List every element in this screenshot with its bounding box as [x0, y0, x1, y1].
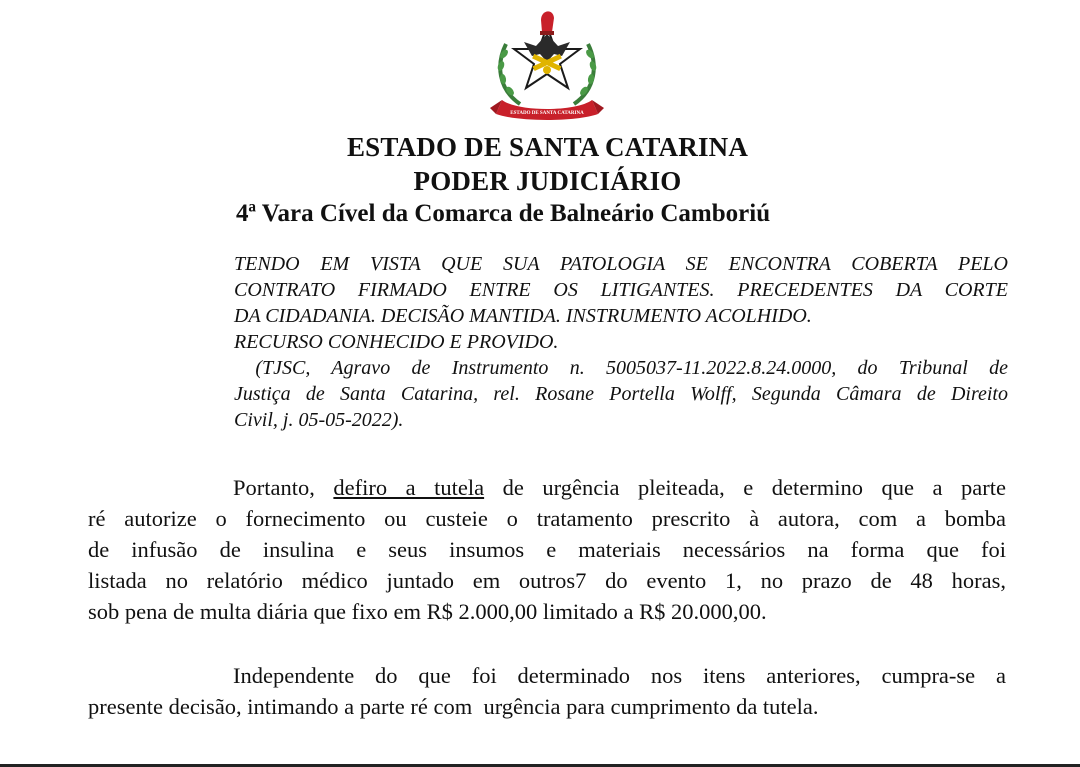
paragraph-line: [88, 472, 1006, 503]
quote-line: TENDO EM VISTA QUE SUA PATOLOGIA SE ENCONTRA COBERTA PELO: [234, 253, 1008, 275]
quote-line: Civil, j. 05-05-2022).: [234, 409, 404, 431]
quote-line: RECURSO CONHECIDO E PROVIDO.: [234, 331, 559, 353]
quote-line: DA CIDADANIA. DECISÃO MANTIDA. INSTRUMENTO ACOLHIDO.: [234, 305, 812, 327]
santa-catarina-coat-of-arms: [488, 4, 606, 126]
quote-line: (TJSC, Agravo de Instrumento n. 5005037-11.2022.8.24.0000, do Tribunal de: [234, 357, 1009, 379]
paragraph-rest: de urgência pleiteada, e determino que a parte: [484, 475, 1006, 500]
paragraph-line: de infusão de insulina e seus insumos e materiais necessários na forma que foi: [88, 537, 1006, 562]
paragraph-line: presente decisão, intimando a parte ré com urgência para cumprimento da tutela.: [88, 694, 819, 719]
crest-ribbon-text: ESTADO DE SANTA CATARINA: [510, 111, 584, 116]
paragraph-line: listada no relatório médico juntado em outros7 do evento 1, no prazo de 48 horas,: [88, 568, 1006, 593]
jurisprudence-quote: [234, 251, 1008, 433]
header-judiciary-title: PODER JUDICIÁRIO: [413, 166, 682, 196]
header-state-title: ESTADO DE SANTA CATARINA: [346, 132, 749, 162]
compliance-paragraph: [88, 660, 1006, 722]
underlined-decision: defiro a tutela: [333, 475, 485, 500]
paragraph-line: sob pena de multa diária que fixo em R$ 2.000,00 limitado a R$ 20.000,00.: [88, 599, 767, 624]
paragraph-line: Independente do que foi determinado nos itens anteriores, cumpra-se a: [233, 663, 1006, 688]
paragraph-lead: Portanto,: [233, 475, 334, 500]
quote-line: CONTRATO FIRMADO ENTRE OS LITIGANTES. PRECEDENTES DA CORTE: [234, 279, 1008, 301]
decision-paragraph: [88, 472, 1006, 627]
header-court-title: 4ª Vara Cível da Comarca de Balneário Camboriú: [236, 200, 771, 227]
paragraph-line: ré autorize o fornecimento ou custeie o tratamento prescrito à autora, com a bomba: [88, 506, 1006, 531]
quote-line: Justiça de Santa Catarina, rel. Rosane Portella Wolff, Segunda Câmara de Direito: [234, 383, 1008, 405]
